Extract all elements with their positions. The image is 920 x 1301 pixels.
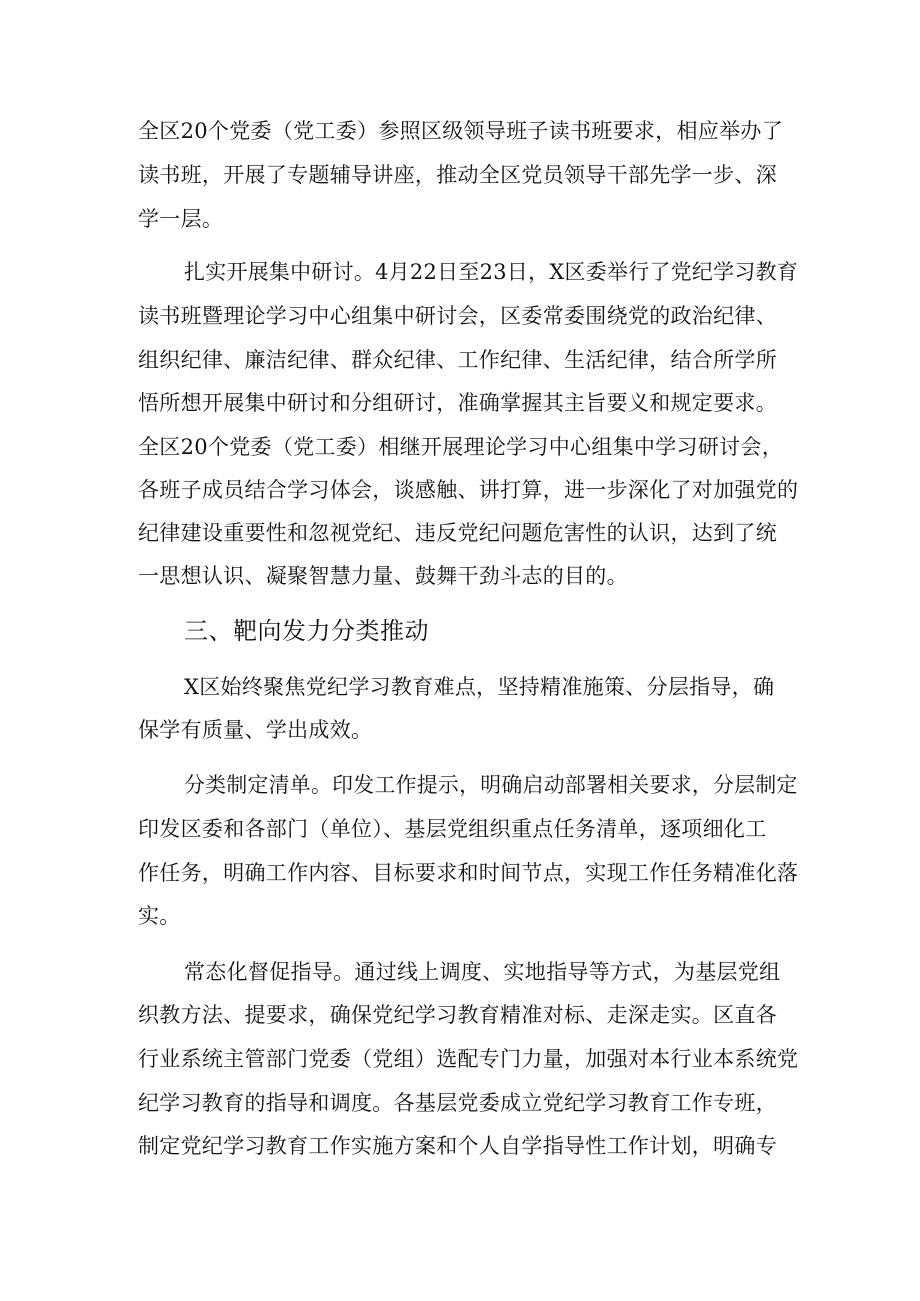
paragraph-line: 全区20个党委（党工委）相继开展理论学习中心组集中学习研讨会， <box>138 435 784 459</box>
paragraph-line: 制定党纪学习教育工作实施方案和个人自学指导性工作计划，明确专 <box>138 1134 777 1158</box>
paragraph-line: 读书班，开展了专题辅导讲座，推动全区党员领导干部先学一步、深 <box>138 163 777 187</box>
paragraph-line: 全区20个党委（党工委）参照区级领导班子读书班要求，相应举办了 <box>138 119 784 143</box>
paragraph-line: 悟所想开展集中研讨和分组研讨，准确掌握其主旨要义和规定要求。 <box>138 391 777 415</box>
paragraph-line: 织教方法、提要求，确保党纪学习教育精准对标、走深走实。区直各 <box>138 1003 777 1027</box>
paragraph-line: X区始终聚焦党纪学习教育难点，坚持精准施策、分层指导，确 <box>184 675 775 699</box>
paragraph-line: 纪律建设重要性和忽视党纪、违反党纪问题危害性的认识，达到了统 <box>138 521 777 545</box>
paragraph-line: 纪学习教育的指导和调度。各基层党委成立党纪学习教育工作专班， <box>138 1091 777 1115</box>
paragraph-line: 组织纪律、廉洁纪律、群众纪律、工作纪律、生活纪律，结合所学所 <box>138 348 777 372</box>
paragraph-line: 作任务，明确工作内容、目标要求和时间节点，实现工作任务精准化落 <box>138 861 799 885</box>
paragraph-line: 学一层。 <box>138 207 224 231</box>
paragraph-line: 行业系统主管部门党委（党组）选配专门力量，加强对本行业本系统党 <box>138 1047 799 1071</box>
paragraph-line: 印发区委和各部门（单位）、基层党组织重点任务清单，逐项细化工 <box>138 817 767 841</box>
paragraph-line: 读书班暨理论学习中心组集中研讨会，区委常委围绕党的政治纪律、 <box>138 304 777 328</box>
paragraph-line: 各班子成员结合学习体会，谈感触、讲打算，进一步深化了对加强党的 <box>138 478 799 502</box>
paragraph-line: 常态化督促指导。通过线上调度、实地指导等方式，为基层党组 <box>184 960 781 984</box>
section-heading: 三、靶向发力分类推动 <box>184 617 429 645</box>
paragraph-line: 扎实开展集中研讨。4月22日至23日，X区委举行了党纪学习教育 <box>184 260 799 284</box>
paragraph-line: 实。 <box>138 904 181 928</box>
paragraph-line: 分类制定清单。印发工作提示，明确启动部署相关要求，分层制定 <box>184 773 798 797</box>
paragraph-line: 保学有质量、学出成效。 <box>138 718 373 742</box>
paragraph-line: 一思想认识、凝聚智慧力量、鼓舞干劲斗志的目的。 <box>138 564 628 588</box>
